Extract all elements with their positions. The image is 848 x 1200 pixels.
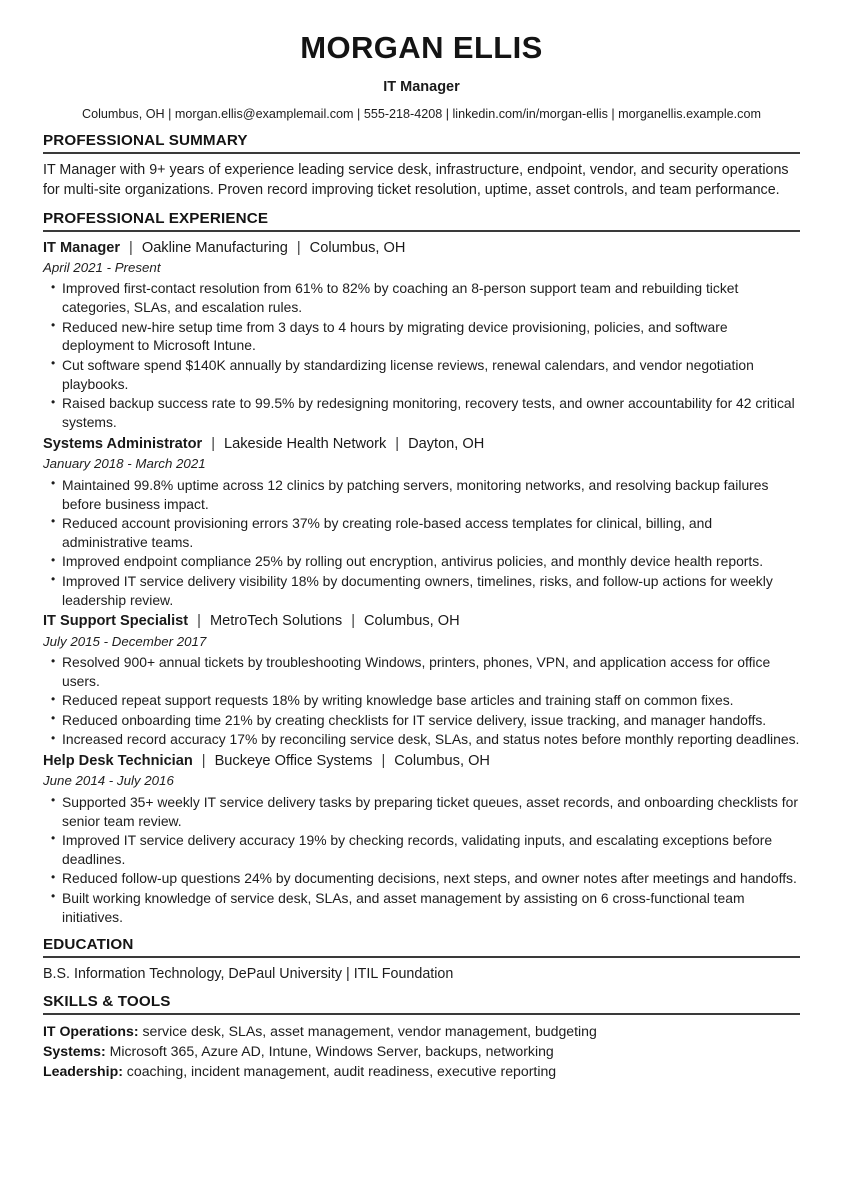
field-separator: |	[296, 239, 301, 256]
section-professional-experience	[43, 209, 800, 927]
field-separator: |	[201, 753, 206, 770]
job-bullet: • Supported 35+ weekly IT service delivery tasks by preparing ticket queues, asset records, and onboarding checklists for senior team review.	[43, 793, 800, 831]
skill-category-label: IT Operations:	[43, 1022, 139, 1039]
job-bullet: • Resolved 900+ annual tickets by troubleshooting Windows, printers, phones, VPN, and application access for office users.	[43, 653, 800, 691]
summary-text: IT Manager with 9+ years of experience leading service desk, infrastructure, endpoint, vendor, and security operations for multi-site organizations. Proven record improving ticket resolution, uptime, asset controls, and team performance.	[43, 162, 789, 199]
job-bullet: • Improved IT service delivery visibility 18% by documenting owners, timelines, risks, and follow-up actions for weekly leadership review.	[43, 572, 800, 610]
resume-header	[43, 0, 800, 123]
field-separator: |	[395, 436, 400, 453]
skill-row	[43, 1021, 800, 1041]
job-bullet: • Reduced follow-up questions 24% by documenting decisions, next steps, and owner notes after meetings and handoffs.	[43, 869, 800, 888]
job-bullet: • Built working knowledge of service desk, SLAs, and asset management by assisting on 6 cross-functional team initiatives.	[43, 889, 800, 927]
job-dates: April 2021 - Present	[43, 259, 161, 275]
section-title-education: EDUCATION	[43, 935, 800, 958]
job-bullet-list	[43, 476, 800, 610]
skill-category-value: service desk, SLAs, asset management, vendor management, budgeting	[138, 1022, 597, 1039]
experience-entry	[43, 239, 800, 432]
job-bullet-list	[43, 279, 800, 432]
contact-line: Columbus, OH | morgan.ellis@examplemail.com | 555-218-4208 | linkedin.com/in/morgan-ellis | morganellis.example.com	[82, 107, 761, 122]
experience-entry-header	[43, 752, 800, 771]
skill-row	[43, 1041, 800, 1061]
job-bullet-list	[43, 653, 800, 749]
section-title-summary: PROFESSIONAL SUMMARY	[43, 131, 800, 154]
job-location: Columbus, OH	[363, 613, 460, 630]
job-title: Help Desk Technician	[43, 753, 193, 770]
skills-list	[43, 1015, 800, 1082]
job-bullet: • Increased record accuracy 17% by reconciling service desk, SLAs, and status notes before monthly reporting deadlines.	[43, 730, 800, 749]
experience-entry-header	[43, 239, 800, 258]
education-entry: B.S. Information Technology, DePaul University | ITIL Foundation	[43, 965, 454, 982]
section-title-skills: SKILLS & TOOLS	[43, 992, 800, 1015]
job-bullet: • Reduced repeat support requests 18% by writing knowledge base articles and training staff on common fixes.	[43, 691, 800, 710]
field-separator: |	[381, 753, 386, 770]
experience-entry	[43, 435, 800, 609]
job-location: Columbus, OH	[394, 753, 490, 770]
experience-entry	[43, 752, 800, 926]
job-title: Systems Administrator	[43, 436, 203, 453]
job-dates: July 2015 - December 2017	[43, 633, 207, 649]
candidate-headline: IT Manager	[383, 78, 460, 95]
job-bullet: • Maintained 99.8% uptime across 12 clinics by patching servers, monitoring networks, and resolving backup failures before business impact.	[43, 476, 800, 514]
skill-row	[43, 1061, 800, 1081]
education-body	[43, 958, 800, 984]
job-location: Dayton, OH	[408, 436, 485, 453]
job-dates: June 2014 - July 2016	[43, 773, 174, 789]
skill-category-value: coaching, incident management, audit readiness, executive reporting	[122, 1063, 557, 1080]
job-bullet: • Improved IT service delivery accuracy 19% by checking records, validating inputs, and escalating exceptions before deadlines.	[43, 831, 800, 869]
job-company: Lakeside Health Network	[224, 436, 387, 453]
job-bullet: • Reduced account provisioning errors 37% by creating role-based access templates for clinical, billing, and administrative teams.	[43, 514, 800, 552]
job-title: IT Support Specialist	[43, 613, 189, 630]
experience-list	[43, 232, 800, 927]
job-company: MetroTech Solutions	[209, 613, 343, 630]
field-separator: |	[129, 239, 133, 256]
section-title-experience: PROFESSIONAL EXPERIENCE	[43, 209, 800, 232]
job-dates: January 2018 - March 2021	[43, 456, 206, 472]
experience-entry-header	[43, 435, 800, 454]
job-title: IT Manager	[43, 239, 121, 256]
job-location: Columbus, OH	[309, 239, 406, 256]
field-separator: |	[197, 613, 201, 630]
job-bullet: • Cut software spend $140K annually by standardizing license reviews, renewal calendars, and vendor negotiation playbooks.	[43, 356, 800, 394]
job-bullet-list	[43, 793, 800, 927]
skill-category-label: Systems:	[43, 1042, 106, 1059]
field-separator: |	[211, 436, 216, 453]
experience-entry	[43, 612, 800, 749]
section-skills-tools	[43, 992, 800, 1082]
job-bullet: • Improved first-contact resolution from 61% to 82% by coaching an 8-person support team and rebuilding ticket categories, SLAs, and escalation rules.	[43, 279, 800, 317]
section-education	[43, 935, 800, 984]
job-bullet: • Improved endpoint compliance 25% by rolling out encryption, antivirus policies, and monthly device health reports.	[43, 552, 800, 571]
job-bullet: • Raised backup success rate to 99.5% by redesigning monitoring, recovery tests, and owner accountability for 42 critical systems.	[43, 394, 800, 432]
job-bullet: • Reduced onboarding time 21% by creating checklists for IT service delivery, issue tracking, and manager handoffs.	[43, 711, 800, 730]
field-separator: |	[351, 613, 355, 630]
skill-category-label: Leadership:	[43, 1063, 123, 1080]
job-bullet: • Reduced new-hire setup time from 3 days to 4 hours by migrating device provisioning, policies, and software deployment to Microsoft Intune.	[43, 318, 800, 356]
job-company: Oakline Manufacturing	[141, 239, 288, 256]
job-company: Buckeye Office Systems	[214, 753, 373, 770]
candidate-name: MORGAN ELLIS	[300, 30, 543, 65]
experience-entry-header	[43, 612, 800, 631]
skill-category-value: Microsoft 365, Azure AD, Intune, Windows Server, backups, networking	[105, 1042, 554, 1059]
summary-body	[43, 154, 800, 201]
section-professional-summary	[43, 131, 800, 201]
